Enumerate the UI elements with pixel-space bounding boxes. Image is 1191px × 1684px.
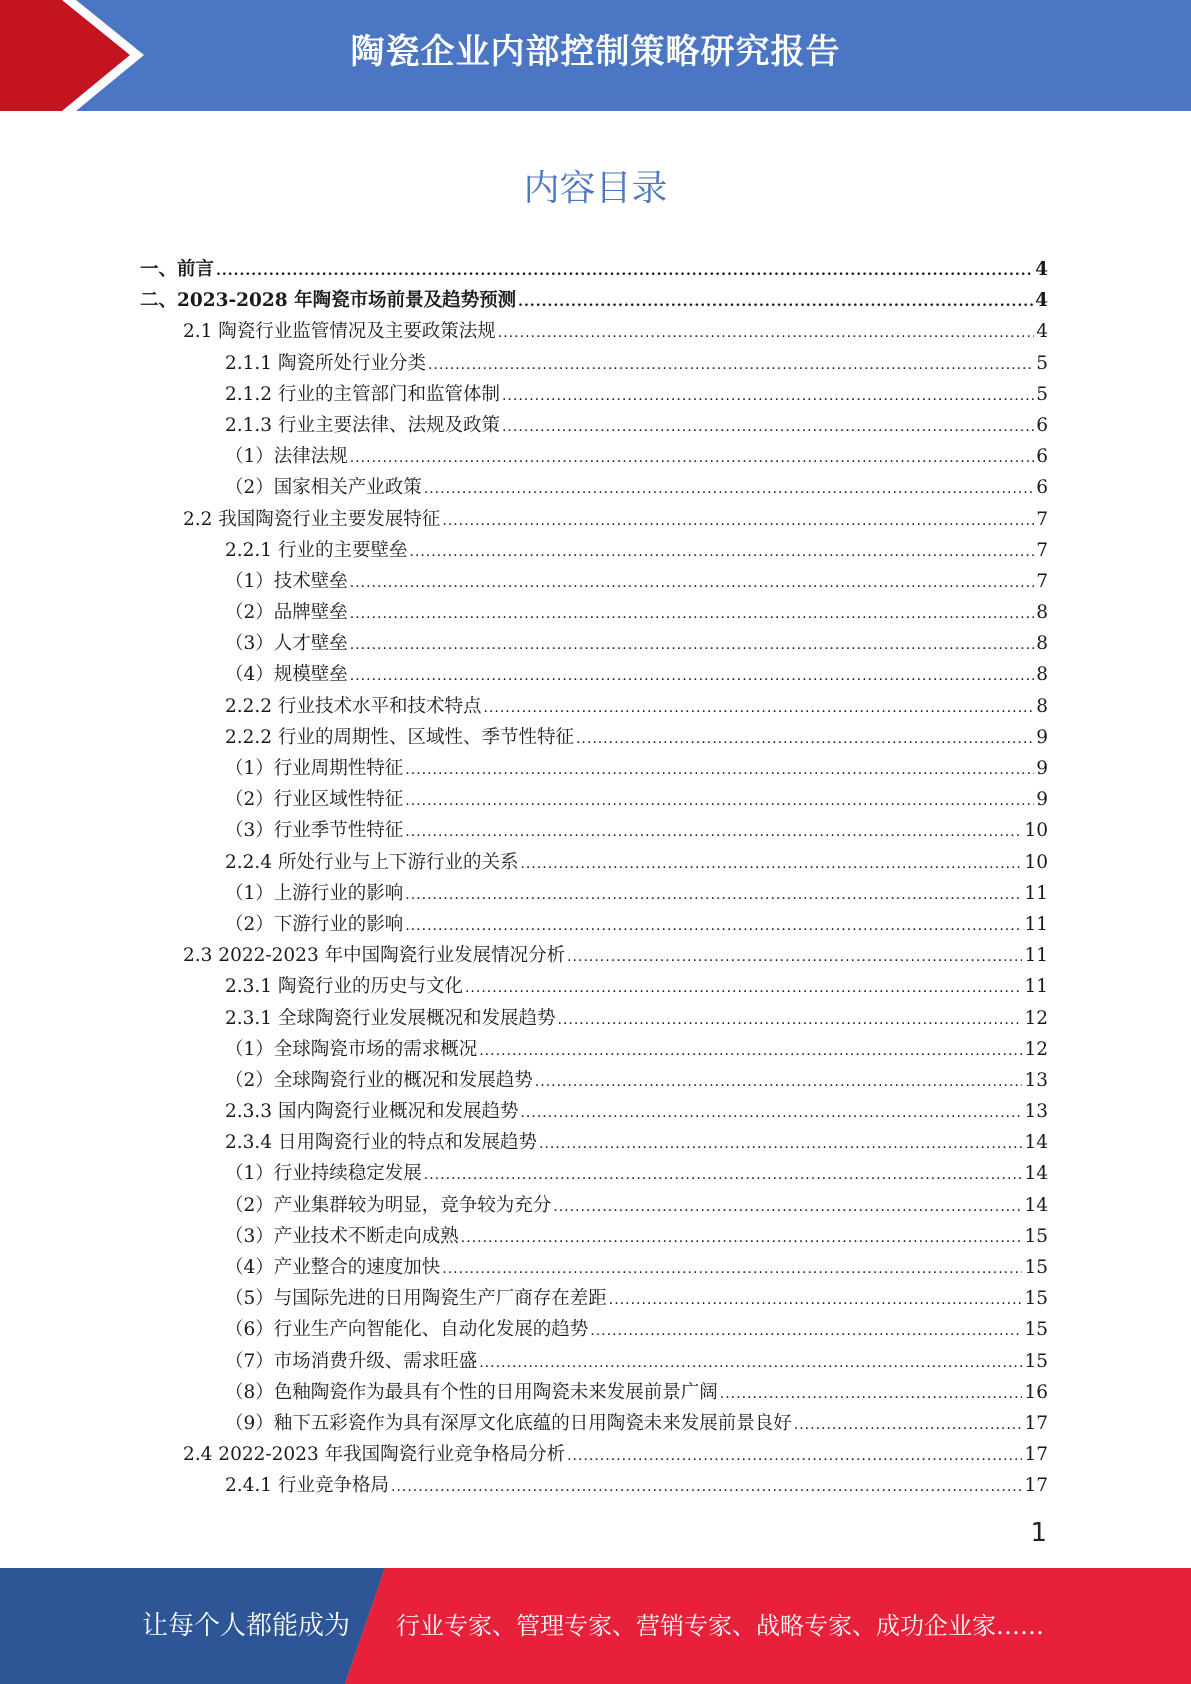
toc-leader-dots	[567, 942, 1022, 973]
toc-entry[interactable]	[140, 1252, 1048, 1283]
document-title: 陶瓷企业内部控制策略研究报告	[350, 32, 841, 72]
toc-entry-label: 一、前言	[140, 259, 215, 280]
toc-leader-dots	[567, 1441, 1022, 1472]
toc-entry-page: 4	[1035, 290, 1048, 312]
toc-entry[interactable]	[140, 1346, 1048, 1377]
toc-entry-page: 9	[1036, 789, 1048, 811]
toc-entry-page: 11	[1024, 945, 1048, 967]
toc-entry-label: 2.3 2022-2023 年中国陶瓷行业发展情况分析	[183, 945, 566, 967]
toc-entry-label: 2.3.1 陶瓷行业的历史与文化	[225, 976, 463, 998]
toc-entry[interactable]	[140, 410, 1048, 441]
toc-entry-label: （8）色釉陶瓷作为最具有个性的日用陶瓷未来发展前景广阔	[225, 1381, 718, 1403]
toc-entry[interactable]	[140, 847, 1048, 878]
toc-leader-dots	[350, 599, 1034, 630]
toc-leader-dots	[442, 506, 1034, 537]
toc-leader-dots	[442, 1254, 1022, 1285]
toc-entry-page: 15	[1024, 1225, 1048, 1247]
toc-entry-page: 14	[1024, 1163, 1048, 1185]
toc-entry[interactable]	[140, 1283, 1048, 1314]
toc-entry-label: （3）人才壁垒	[225, 633, 348, 655]
toc-leader-dots	[518, 287, 1033, 318]
toc-leader-dots	[405, 911, 1022, 942]
toc-entry-label: 2.1.3 行业主要法律、法规及政策	[225, 414, 500, 436]
toc-entry-label: 2.2.1 行业的主要壁垒	[225, 539, 408, 561]
toc-leader-dots	[391, 1472, 1022, 1503]
toc-leader-dots	[590, 1316, 1022, 1347]
toc-entry-page: 8	[1036, 602, 1048, 624]
toc-leader-dots	[479, 1036, 1022, 1067]
toc-entry-page: 11	[1024, 913, 1048, 935]
toc-leader-dots	[520, 849, 1022, 880]
toc-entry-label: （1）技术壁垒	[225, 570, 348, 592]
toc-entry[interactable]	[140, 254, 1048, 285]
toc-entry-page: 6	[1036, 414, 1048, 436]
toc-leader-dots	[350, 661, 1034, 692]
toc-entry-label: （2）行业区域性特征	[225, 789, 404, 811]
toc-entry-page: 7	[1036, 539, 1048, 561]
toc-entry-page: 17	[1024, 1475, 1048, 1497]
footer-slogan-left: 让每个人都能成为	[142, 1611, 351, 1641]
toc-entry-label: （1）行业持续稳定发展	[225, 1163, 422, 1185]
toc-leader-dots	[405, 880, 1022, 911]
toc-leader-dots	[350, 630, 1034, 661]
toc-entry-label: 2.4.1 行业竞争格局	[225, 1475, 389, 1497]
toc-entry-label: 2.4 2022-2023 年我国陶瓷行业竞争格局分析	[183, 1444, 566, 1466]
toc-entry-page: 13	[1024, 1101, 1048, 1123]
toc-entry-label: （1）法律法规	[225, 446, 348, 468]
toc-leader-dots	[424, 474, 1034, 505]
toc-entry-label: 2.1.2 行业的主管部门和监管体制	[225, 383, 500, 405]
toc-entry-page: 11	[1024, 976, 1048, 998]
toc-leader-dots	[553, 1192, 1022, 1223]
toc-entry-page: 13	[1024, 1069, 1048, 1091]
toc-entry-label: 2.1.1 陶瓷所处行业分类	[225, 352, 426, 374]
toc-entry[interactable]	[140, 940, 1048, 971]
toc-entry-label: 2.2 我国陶瓷行业主要发展特征	[183, 508, 441, 530]
toc-entry-label: （2）产业集群较为明显，竞争较为充分	[225, 1194, 552, 1216]
table-of-contents	[140, 254, 1048, 1502]
toc-entry[interactable]	[140, 878, 1048, 909]
toc-leader-dots	[216, 256, 1033, 287]
toc-entry-label: （3）产业技术不断走向成熟	[225, 1225, 459, 1247]
toc-entry-label: 2.2.2 行业技术水平和技术特点	[225, 695, 482, 717]
toc-leader-dots	[350, 568, 1034, 599]
toc-entry[interactable]	[140, 1314, 1048, 1345]
toc-leader-dots	[479, 1348, 1022, 1379]
toc-leader-dots	[576, 724, 1034, 755]
toc-entry[interactable]	[140, 722, 1048, 753]
toc-leader-dots	[405, 786, 1034, 817]
toc-entry[interactable]	[140, 1377, 1048, 1408]
toc-entry-label: （2）下游行业的影响	[225, 913, 404, 935]
toc-leader-dots	[405, 755, 1034, 786]
toc-leader-dots	[465, 973, 1022, 1004]
toc-entry-page: 6	[1036, 446, 1048, 468]
toc-entry-label: 2.2.2 行业的周期性、区域性、季节性特征	[225, 726, 574, 748]
toc-entry-label: （5）与国际先进的日用陶瓷生产厂商存在差距	[225, 1288, 607, 1310]
toc-entry[interactable]	[140, 1003, 1048, 1034]
toc-entry-page: 14	[1024, 1194, 1048, 1216]
toc-leader-dots	[535, 1067, 1023, 1098]
toc-entry[interactable]	[140, 348, 1048, 379]
toc-entry-label: （1）上游行业的影响	[225, 882, 404, 904]
footer-slogan-right: 行业专家、管理专家、营销专家、战略专家、成功企业家……	[396, 1612, 1044, 1640]
toc-entry[interactable]	[140, 909, 1048, 940]
toc-entry-label: （6）行业生产向智能化、自动化发展的趋势	[225, 1319, 589, 1341]
toc-entry-label: （7）市场消费升级、需求旺盛	[225, 1350, 478, 1372]
toc-entry-page: 5	[1036, 383, 1048, 405]
toc-entry[interactable]	[140, 659, 1048, 690]
footer-banner	[0, 1568, 1191, 1684]
toc-entry[interactable]	[140, 971, 1048, 1002]
toc-entry-page: 17	[1024, 1412, 1048, 1434]
toc-leader-dots	[350, 443, 1034, 474]
toc-entry[interactable]	[140, 815, 1048, 846]
toc-entry-label: （2）品牌壁垒	[225, 602, 348, 624]
toc-entry[interactable]	[140, 441, 1048, 472]
toc-entry[interactable]	[140, 535, 1048, 566]
toc-leader-dots	[557, 1005, 1022, 1036]
toc-entry-page: 17	[1024, 1444, 1048, 1466]
toc-entry[interactable]	[140, 1158, 1048, 1189]
toc-leader-dots	[609, 1285, 1023, 1316]
toc-entry-label: （9）釉下五彩瓷作为具有深厚文化底蕴的日用陶瓷未来发展前景良好	[225, 1412, 792, 1434]
toc-entry[interactable]	[140, 628, 1048, 659]
toc-entry-page: 12	[1024, 1007, 1048, 1029]
toc-entry[interactable]	[140, 1065, 1048, 1096]
toc-entry[interactable]	[140, 1439, 1048, 1470]
toc-entry-page: 5	[1036, 352, 1048, 374]
toc-entry-page: 12	[1024, 1038, 1048, 1060]
toc-heading: 内容目录	[523, 168, 668, 209]
toc-leader-dots	[428, 350, 1034, 381]
toc-entry[interactable]	[140, 285, 1048, 316]
toc-entry-page: 11	[1024, 882, 1048, 904]
toc-entry-label: （4）规模壁垒	[225, 664, 348, 686]
toc-entry[interactable]	[140, 1408, 1048, 1439]
toc-entry[interactable]	[140, 597, 1048, 628]
toc-entry-page: 4	[1035, 259, 1048, 280]
toc-entry-label: 2.3.1 全球陶瓷行业发展概况和发展趋势	[225, 1007, 556, 1029]
toc-leader-dots	[409, 537, 1034, 568]
toc-entry-label: 2.3.3 国内陶瓷行业概况和发展趋势	[225, 1101, 519, 1123]
toc-entry-page: 9	[1036, 726, 1048, 748]
toc-entry-page: 10	[1024, 820, 1048, 842]
toc-entry[interactable]	[140, 691, 1048, 722]
toc-entry-page: 4	[1036, 321, 1048, 343]
toc-entry[interactable]	[140, 1096, 1048, 1127]
header-banner	[0, 0, 1191, 111]
toc-entry-page: 15	[1024, 1350, 1048, 1372]
toc-leader-dots	[520, 1098, 1022, 1129]
toc-entry-label: （2）全球陶瓷行业的概况和发展趋势	[225, 1069, 533, 1091]
toc-entry-page: 16	[1024, 1381, 1048, 1403]
toc-entry-label: 2.3.4 日用陶瓷行业的特点和发展趋势	[225, 1132, 537, 1154]
toc-entry[interactable]	[140, 1190, 1048, 1221]
toc-entry[interactable]	[140, 1221, 1048, 1252]
toc-entry-page: 15	[1024, 1288, 1048, 1310]
toc-entry-page: 15	[1024, 1257, 1048, 1278]
toc-entry-page: 8	[1036, 664, 1048, 686]
page-number: 1	[1030, 1518, 1047, 1548]
toc-leader-dots	[720, 1379, 1023, 1410]
toc-entry-page: 9	[1036, 758, 1048, 779]
toc-entry-label: 2.1 陶瓷行业监管情况及主要政策法规	[183, 321, 496, 343]
toc-entry-page: 7	[1036, 570, 1048, 592]
toc-entry-page: 15	[1024, 1319, 1048, 1341]
toc-entry-label: （4）产业整合的速度加快	[225, 1257, 441, 1278]
toc-entry-label: 二、2023-2028 年陶瓷市场前景及趋势预测	[140, 290, 517, 312]
toc-entry[interactable]	[140, 316, 1048, 347]
toc-entry[interactable]	[140, 753, 1048, 784]
toc-leader-dots	[502, 381, 1034, 412]
toc-leader-dots	[424, 1160, 1023, 1191]
toc-entry-label: （3）行业季节性特征	[225, 820, 404, 842]
toc-entry-page: 14	[1024, 1132, 1048, 1154]
toc-entry-page: 7	[1036, 508, 1048, 530]
toc-entry-label: （1）全球陶瓷市场的需求概况	[225, 1038, 478, 1060]
toc-entry[interactable]	[140, 566, 1048, 597]
toc-leader-dots	[539, 1129, 1022, 1160]
toc-entry[interactable]	[140, 1470, 1048, 1501]
toc-entry-page: 8	[1036, 695, 1048, 717]
toc-entry[interactable]	[140, 504, 1048, 535]
toc-entry-label: 2.2.4 所处行业与上下游行业的关系	[225, 851, 519, 873]
toc-leader-dots	[794, 1410, 1023, 1441]
toc-leader-dots	[502, 412, 1034, 443]
toc-entry[interactable]	[140, 784, 1048, 815]
toc-entry[interactable]	[140, 1034, 1048, 1065]
toc-leader-dots	[405, 817, 1022, 848]
toc-entry-page: 8	[1036, 633, 1048, 655]
toc-leader-dots	[483, 693, 1034, 724]
toc-leader-dots	[498, 318, 1034, 349]
toc-entry[interactable]	[140, 379, 1048, 410]
toc-entry-label: （1）行业周期性特征	[225, 758, 404, 779]
toc-entry[interactable]	[140, 472, 1048, 503]
toc-entry[interactable]	[140, 1127, 1048, 1158]
toc-entry-label: （2）国家相关产业政策	[225, 477, 422, 499]
toc-entry-page: 6	[1036, 477, 1048, 499]
toc-entry-page: 10	[1024, 851, 1048, 873]
toc-leader-dots	[461, 1223, 1023, 1254]
